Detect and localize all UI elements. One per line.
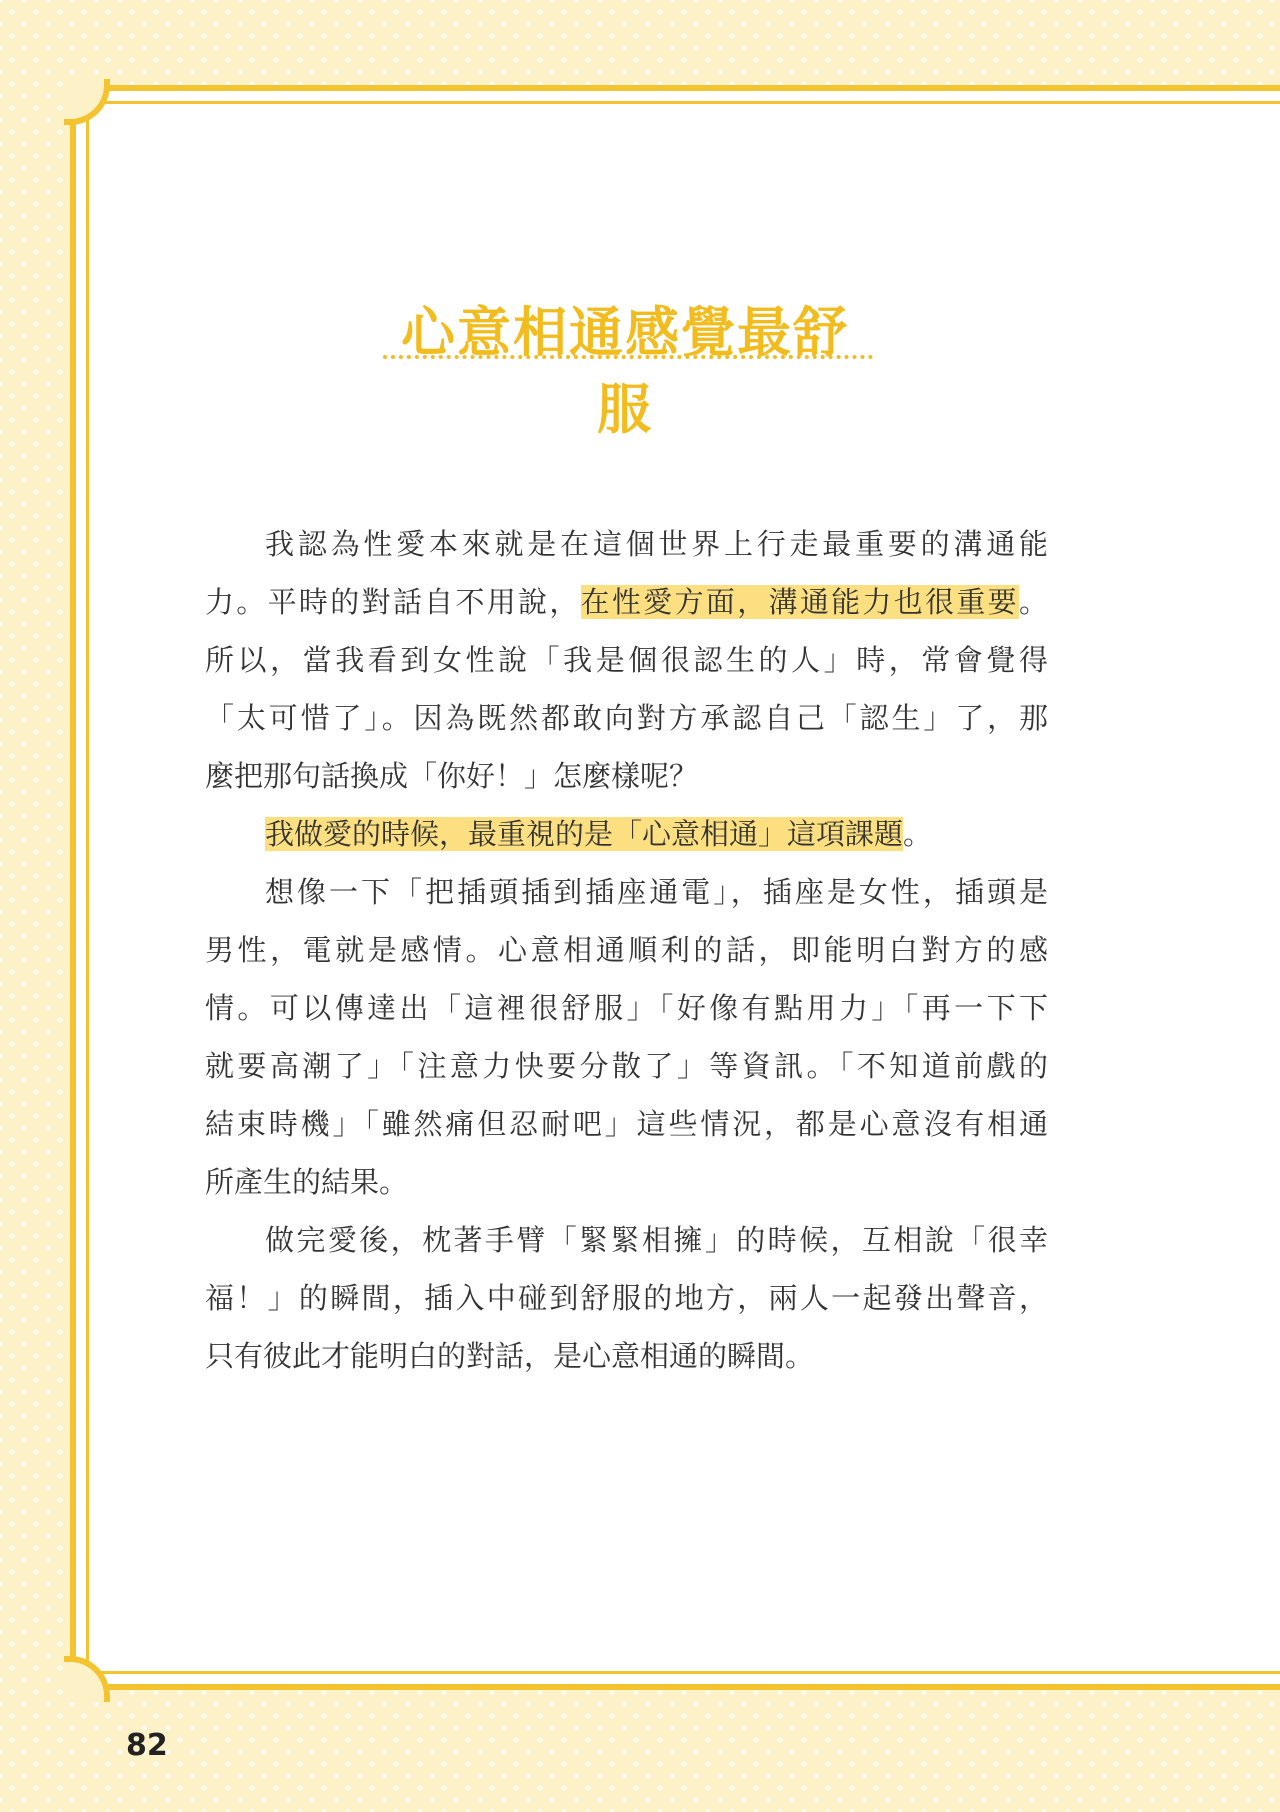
text-segment: 想像一下「把插頭插到插座通電」，插座是女性，插頭是 bbox=[265, 875, 1048, 909]
text-segment: 福！」的瞬間，插入中碰到舒服的地方，兩人一起發出聲音， bbox=[205, 1281, 1048, 1315]
text-line bbox=[205, 1327, 1048, 1385]
text-segment: 男性，電就是感情。心意相通順利的話，即能明白對方的感 bbox=[205, 933, 1048, 967]
page-number: 82 bbox=[126, 1728, 168, 1763]
text-segment: 我認為性愛本來就是在這個世界上行走最重要的溝通能 bbox=[265, 527, 1048, 561]
text-line bbox=[205, 863, 1048, 921]
text-segment: 做完愛後，枕著手臂「緊緊相擁」的時候，互相說「很幸 bbox=[265, 1223, 1048, 1257]
text-line bbox=[205, 805, 1048, 863]
text-segment: 結束時機」「雖然痛但忍耐吧」這些情況，都是心意沒有相通 bbox=[205, 1107, 1048, 1141]
body-text bbox=[205, 515, 1048, 1385]
text-segment: 情。可以傳達出「這裡很舒服」「好像有點用力」「再一下下 bbox=[205, 991, 1048, 1025]
text-line bbox=[205, 1211, 1048, 1269]
text-line bbox=[205, 515, 1048, 573]
text-line bbox=[205, 631, 1048, 689]
highlighted-text: 在性愛方面，溝通能力也很重要 bbox=[580, 585, 1019, 619]
text-segment: 就要高潮了」「注意力快要分散了」等資訊。「不知道前戲的 bbox=[205, 1049, 1048, 1083]
text-segment: 所以，當我看到女性說「我是個很認生的人」時，常會覺得 bbox=[205, 643, 1048, 677]
title-dotted-underline bbox=[383, 355, 873, 359]
text-segment: 「太可惜了」。因為既然都敢向對方承認自己「認生」了，那 bbox=[205, 701, 1048, 735]
text-line bbox=[205, 573, 1048, 631]
text-segment: 力。平時的對話自不用說， bbox=[205, 585, 581, 619]
text-line bbox=[205, 979, 1048, 1037]
text-segment: 。 bbox=[1018, 585, 1048, 619]
text-segment: 麼把那句話換成「你好！」怎麼樣呢？ bbox=[205, 759, 699, 793]
text-segment: 。 bbox=[903, 817, 933, 851]
text-segment: 所產生的結果。 bbox=[205, 1165, 409, 1199]
text-segment: 只有彼此才能明白的對話，是心意相通的瞬間。 bbox=[205, 1339, 815, 1373]
text-line bbox=[205, 1095, 1048, 1153]
text-line bbox=[205, 689, 1048, 747]
text-line bbox=[205, 747, 1048, 805]
text-line bbox=[205, 921, 1048, 979]
text-line bbox=[205, 1037, 1048, 1095]
page-title: 心意相通感覺最舒服 bbox=[401, 301, 849, 441]
text-line bbox=[205, 1153, 1048, 1211]
text-line bbox=[205, 1269, 1048, 1327]
highlighted-text: 我做愛的時候，最重視的是「心意相通」這項課題 bbox=[265, 817, 904, 851]
